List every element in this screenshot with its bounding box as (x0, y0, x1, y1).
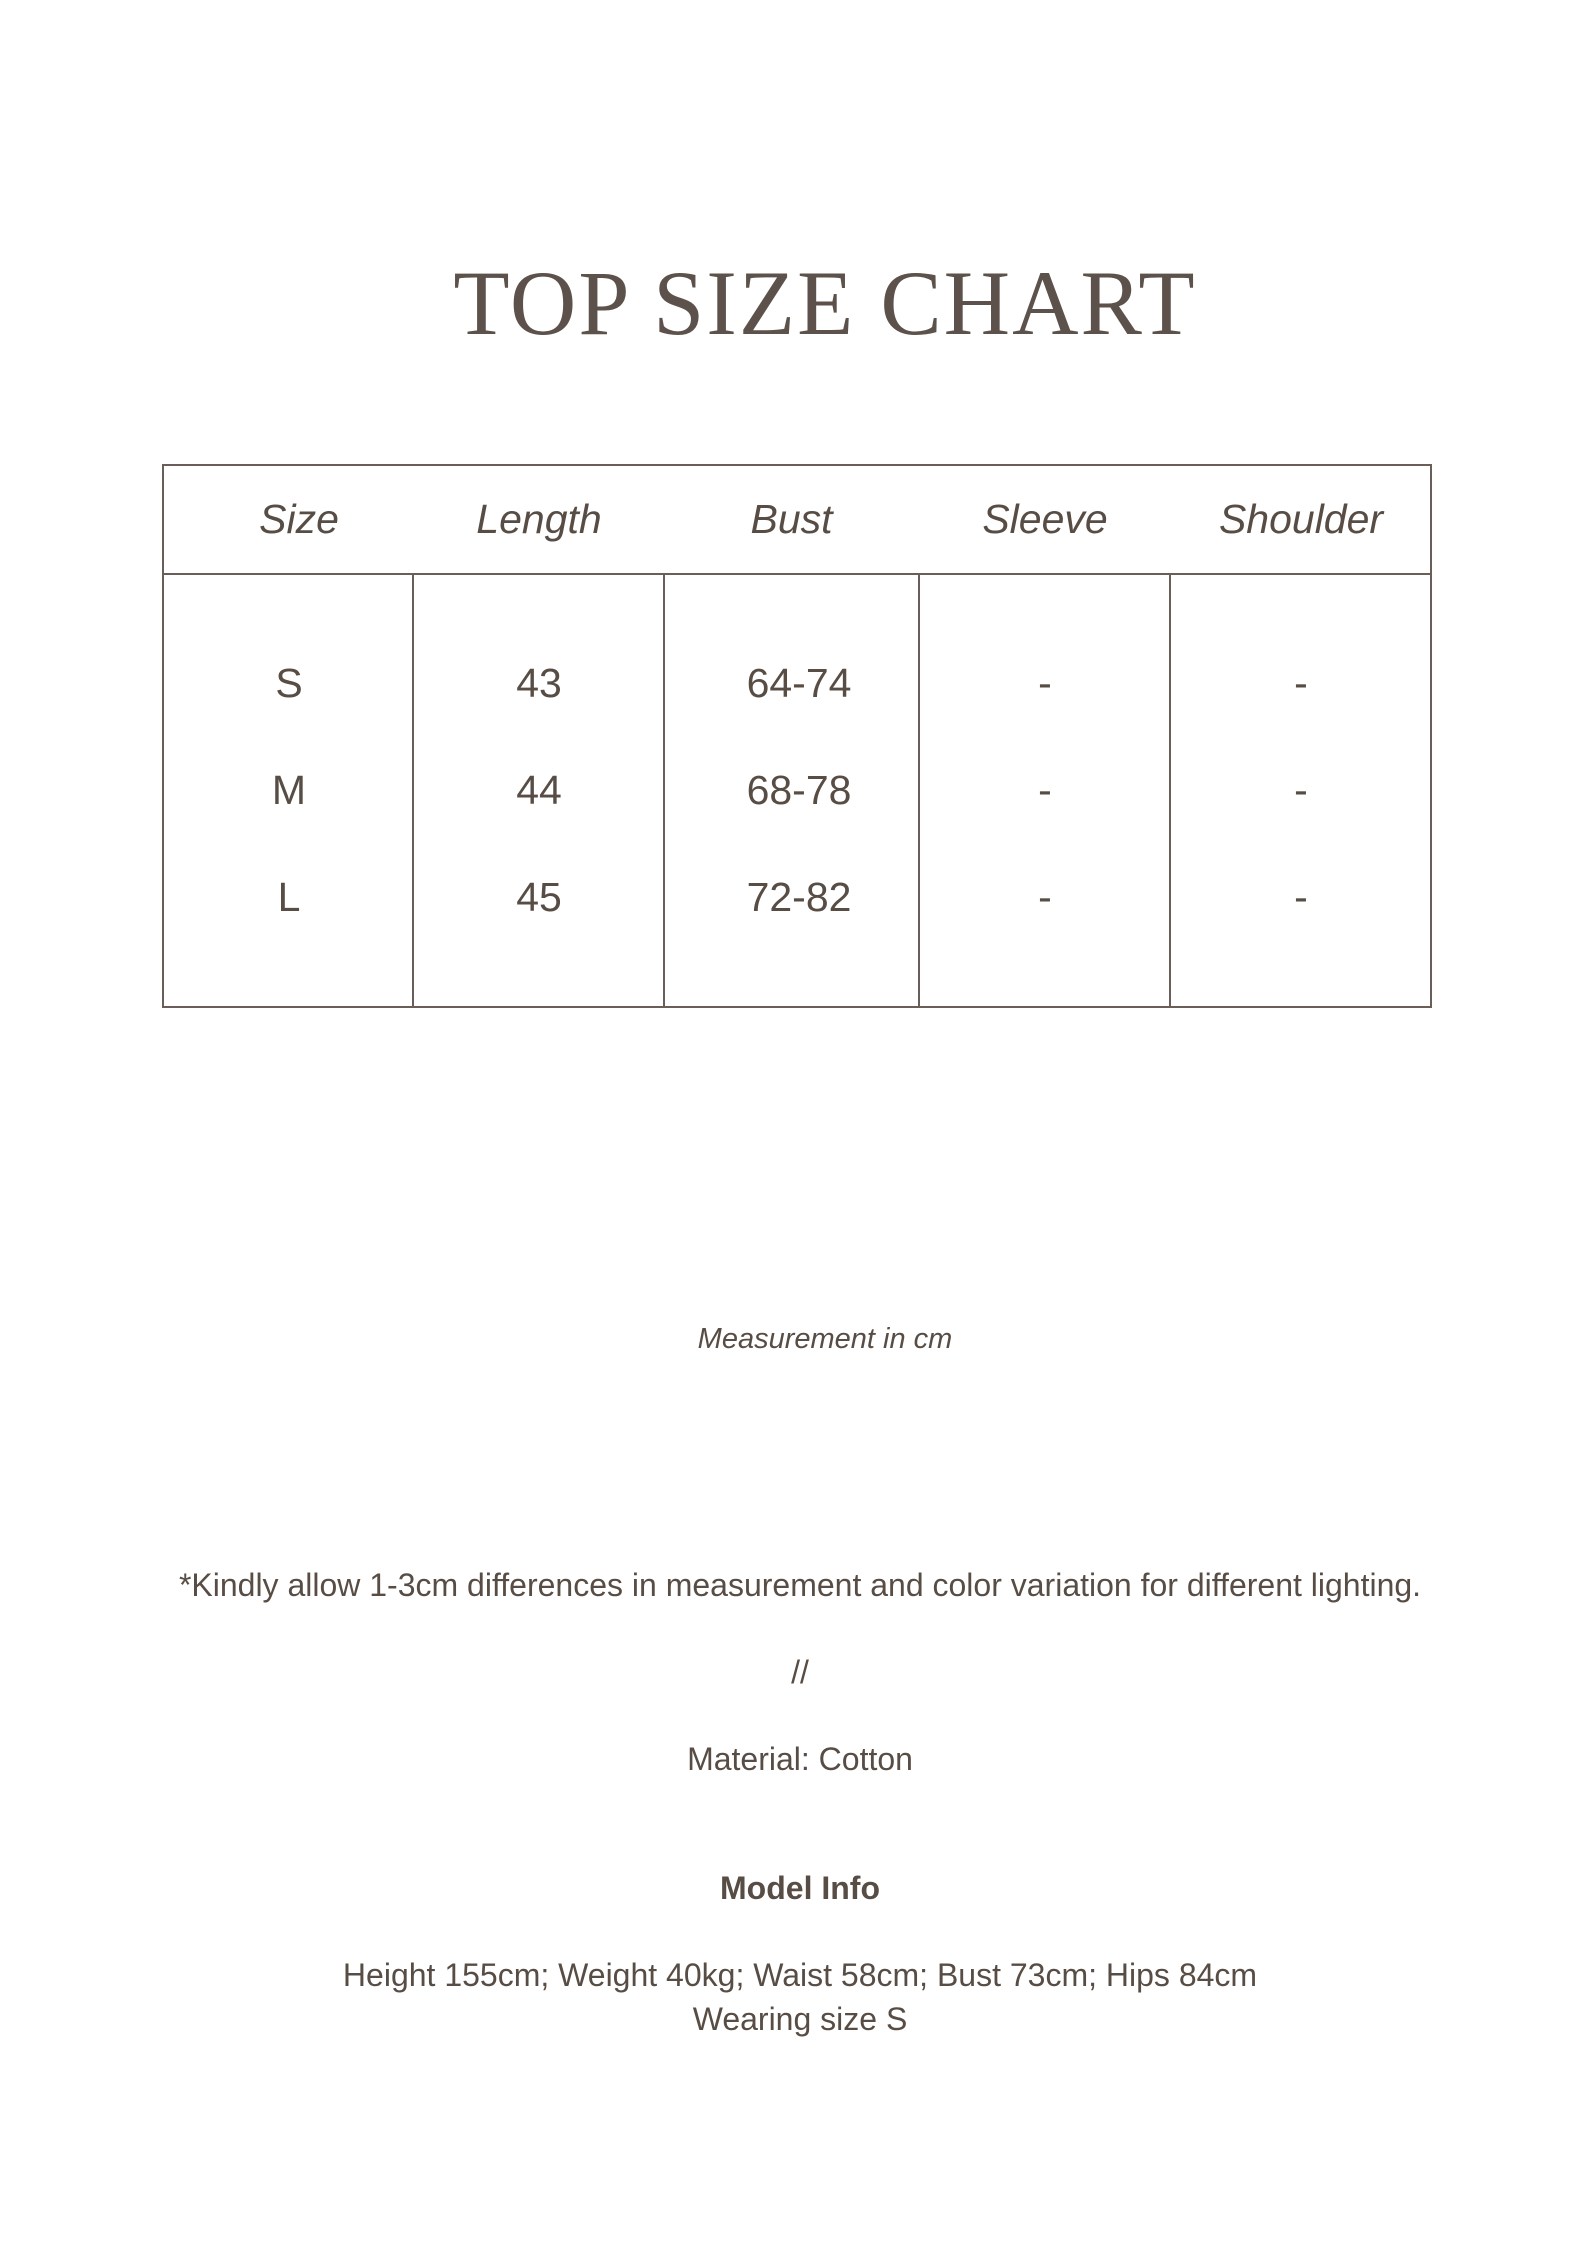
table-cell-shoulder: - (1294, 767, 1308, 813)
size-chart-table (162, 464, 1432, 1008)
column-header-sleeve: Sleeve (982, 496, 1108, 542)
measurement-unit-note: Measurement in cm (697, 1323, 953, 1355)
model-info-heading: Model Info (720, 1870, 880, 1906)
column-header-bust: Bust (750, 496, 833, 542)
table-cell-sleeve: - (1038, 874, 1052, 920)
table-header-row (164, 466, 1430, 575)
table-cell-shoulder: - (1294, 660, 1308, 706)
material-text: Material: Cotton (687, 1741, 913, 1777)
table-cell-size: L (277, 874, 301, 920)
page-title: TOP SIZE CHART (453, 252, 1197, 354)
table-cell-shoulder: - (1294, 874, 1308, 920)
column-header-shoulder: Shoulder (1218, 496, 1384, 542)
table-cell-length: 45 (516, 874, 562, 920)
column-header-length: Length (476, 496, 602, 542)
table-cell-bust: 64-74 (746, 660, 852, 706)
table-cell-length: 43 (516, 660, 562, 706)
table-cell-size: S (275, 660, 303, 706)
table-cell-length: 44 (516, 767, 562, 813)
separator-text: // (791, 1654, 809, 1690)
column-header-size: Size (259, 496, 339, 542)
model-measurements-text: Height 155cm; Weight 40kg; Waist 58cm; Bust 73cm; Hips 84cm (342, 1957, 1258, 1993)
disclaimer-text: *Kindly allow 1-3cm differences in measurement and color variation for different lighting. (178, 1567, 1422, 1603)
table-cell-size: M (271, 767, 307, 813)
table-cell-sleeve: - (1038, 660, 1052, 706)
table-cell-bust: 68-78 (746, 767, 852, 813)
table-cell-sleeve: - (1038, 767, 1052, 813)
table-cell-bust: 72-82 (746, 874, 852, 920)
model-wearing-size-text: Wearing size S (692, 2001, 908, 2037)
